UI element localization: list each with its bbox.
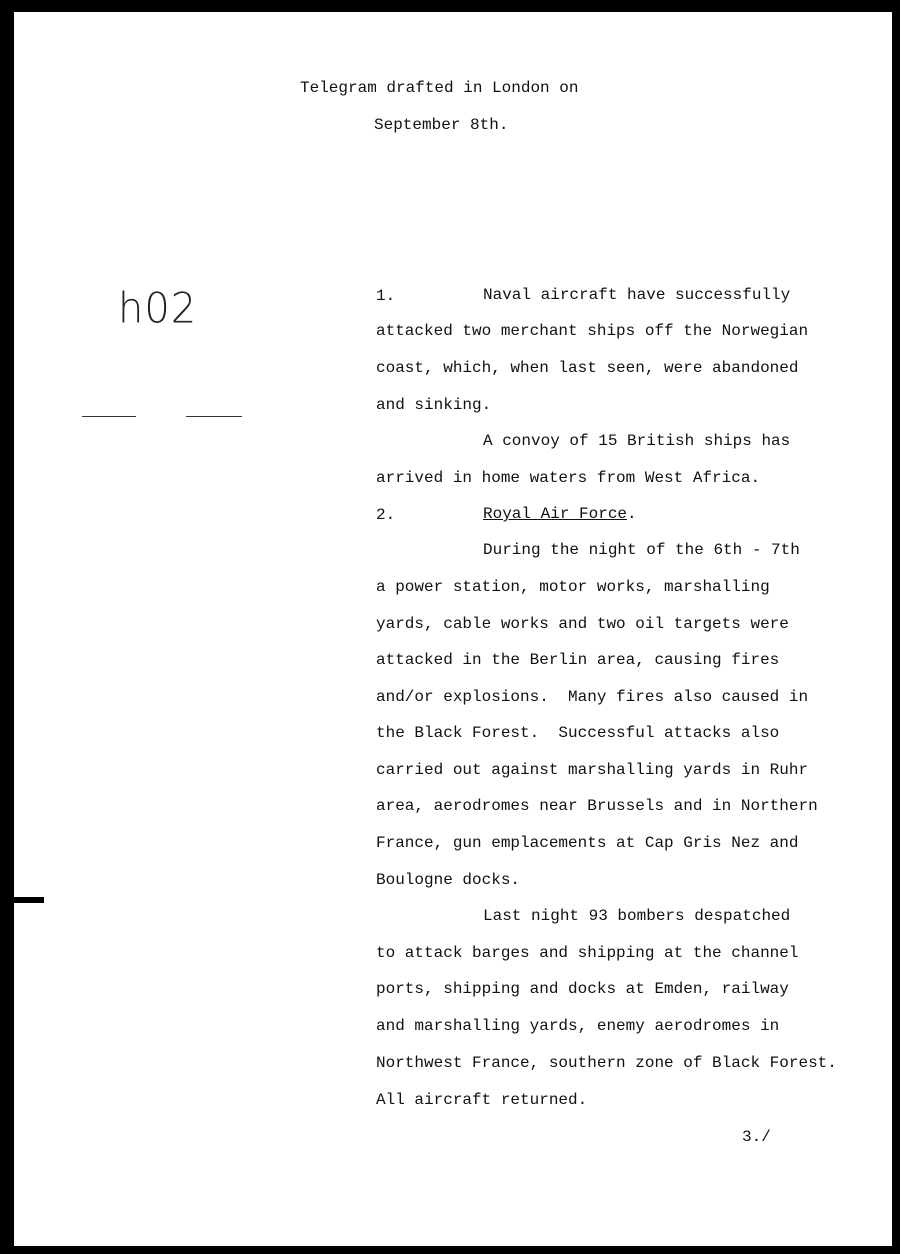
scan-border-right [892, 0, 900, 1254]
header-line-2: September 8th. [374, 116, 509, 134]
handwritten-margin-note: h02 [118, 284, 198, 334]
text-line: and/or explosions. Many fires also caused in [376, 688, 809, 706]
section-number-1: 1. [376, 287, 396, 305]
header-line-1: Telegram drafted in London on [300, 79, 579, 97]
text-line: attacked in the Berlin area, causing fires [376, 651, 780, 669]
text-line: yards, cable works and two oil targets were [376, 615, 789, 633]
text-line: Northwest France, southern zone of Black Forest. [376, 1054, 837, 1072]
text-line: Naval aircraft have successfully [483, 286, 791, 304]
margin-rule [186, 416, 242, 417]
section-heading [483, 504, 637, 524]
section-number-2: 2. [376, 506, 396, 524]
text-line: arrived in home waters from West Africa. [376, 469, 761, 487]
scan-border-top [0, 0, 900, 12]
margin-rule [82, 416, 136, 417]
scan-mark [0, 897, 44, 903]
text-line: to attack barges and shipping at the channel [376, 944, 799, 962]
text-line: coast, which, when last seen, were abandoned [376, 359, 799, 377]
text-line: ports, shipping and docks at Emden, railway [376, 980, 789, 998]
text-line: and sinking. [376, 396, 492, 414]
text-line: All aircraft returned. [376, 1091, 588, 1109]
text-line: area, aerodromes near Brussels and in Northern [376, 797, 818, 815]
section-heading-text: Royal Air Force [483, 505, 628, 523]
text-line: the Black Forest. Successful attacks also [376, 724, 780, 742]
text-line: carried out against marshalling yards in Ruhr [376, 761, 809, 779]
text-line: France, gun emplacements at Cap Gris Nez and [376, 834, 799, 852]
section-heading-punct: . [627, 505, 637, 523]
text-line: Last night 93 bombers despatched [483, 907, 791, 925]
scan-border-bottom [0, 1246, 900, 1254]
page-continuation-marker: 3./ [742, 1128, 771, 1146]
scan-border-left [0, 0, 14, 1254]
text-line: A convoy of 15 British ships has [483, 432, 791, 450]
text-line: During the night of the 6th - 7th [483, 541, 800, 559]
text-line: attacked two merchant ships off the Norwegian [376, 322, 809, 340]
text-line: Boulogne docks. [376, 871, 521, 889]
text-line: and marshalling yards, enemy aerodromes in [376, 1017, 780, 1035]
text-line: a power station, motor works, marshalling [376, 578, 770, 596]
